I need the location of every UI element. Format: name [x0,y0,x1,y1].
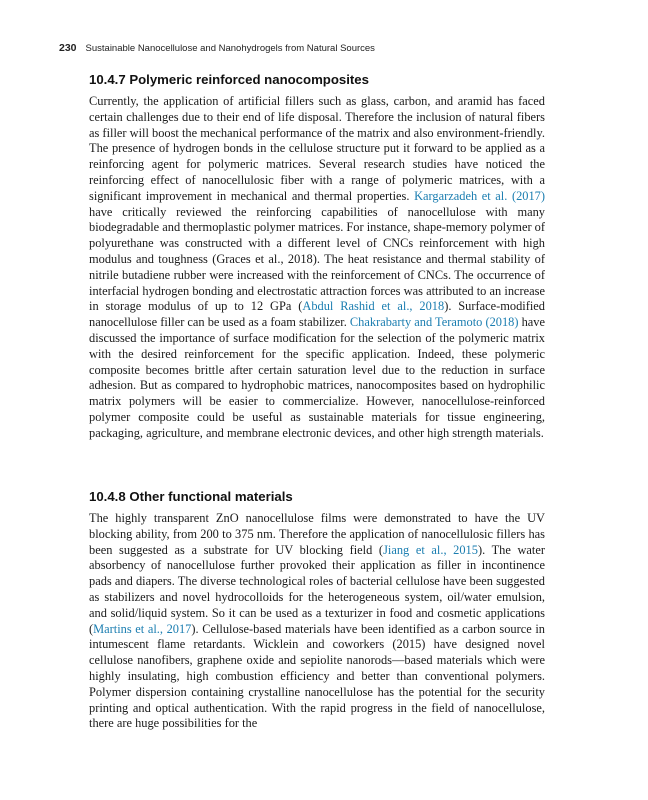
paragraph-polymeric-reinforced-nanocomposites [89,94,545,442]
page-number: 230 [59,42,77,54]
section-heading-polymeric-reinforced-nanocomposites: 10.4.7 Polymeric reinforced nanocomposites [89,72,369,87]
paragraph-text: have critically reviewed the reinforcing capabilities of nanocellulose with many biodegradable and thermoplastic polymer matrices. For instance, shape-memory polymer of polyurethane was constructed with a different level of CNCs reinforcement with high modulus and toughness (Graces et al., 2018). The heat resistance and thermal stability of nitrile butadiene rubber were increased with the reinforcement of CNCs. The occurrence of interfacial hydrogen bonding and electrostatic attraction forces was attributed to an increase in storage modulus of up to 12 GPa ( [89,204,545,314]
running-header [59,42,375,54]
citation-link-abdul-rashid-2018[interactable]: Abdul Rashid et al., 2018 [302,299,445,314]
paragraph-text: The highly transparent ZnO nanocellulose films were demonstrated to have the UV blocking ability, from 200 to 375 nm. Therefore the application of nanocellulosic fillers has been suggested as a substrate for UV blocking field ( [89,511,545,557]
citation-link-martins-2017[interactable]: Martins et al., 2017 [93,621,192,636]
paragraph-text: ). The water absorbency of nanocellulose further provoked their application as filler in incontinence pads and diapers. The diverse technological roles of bacterial cellulose have been suggested as stabilizers and novel hydrocolloids for the heterogeneous system, oil/water emulsion, and solid/liquid system. So it can be used as a texturizer in food and cosmetic applications ( [89,542,545,636]
section-heading-other-functional-materials: 10.4.8 Other functional materials [89,489,293,504]
paragraph-text: Currently, the application of artificial fillers such as glass, carbon, and aramid has faced certain challenges due to their end of life disposal. Therefore the inclusion of natural fibers as filler will boost the mechanical performance of the matrix and also environment-friendly. The presence of hydrogen bonds in the cellulose structure put it forward to be applied as a reinforcing agent for polymeric matrices. Several research studies have noticed the reinforcing effect of nanocellulosic fiber with a range of polymeric matrices, with a significant improvement in mechanical and thermal properties. [89,94,545,203]
citation-link-chakrabarty-teramoto-2018[interactable]: Chakrabarty and Teramoto (2018) [349,315,519,330]
paragraph-other-functional-materials [89,511,545,732]
paragraph-text: ). Surface-modified nanocellulose filler can be used as a foam stabilizer. [89,299,545,330]
book-title: Sustainable Nanocellulose and Nanohydrogels from Natural Sources [85,43,375,54]
citation-link-jiang-2015[interactable]: Jiang et al., 2015 [383,542,478,557]
paragraph-text: ). Cellulose-based materials have been identified as a carbon source in intumescent flame retardants. Wicklein and coworkers (2015) have designed novel cellulose nanofibers, graphene oxide and sepiolite nanorods—based materials which were highly insulating, high combustion efficiency and better than conventional polymers. Polymer dispersion containing crystalline nanocellulose has the potential for the security printing and optical authentication. With the rapid progress in the field of nanocellulose, there are huge possibilities for the [89,621,545,731]
citation-link-kargarzadeh-2017[interactable]: Kargarzadeh et al. (2017) [414,188,545,203]
paragraph-text: have discussed the importance of surface modification for the selection of the polymeric matrix with the desired reinforcement for the specific application. Indeed, these polymeric composite becomes brittle after certain saturation level due to the reduction in surface adhesion. But as compared to hydrophobic matrices, nanocomposites based on hydrophilic matrix polymers will be easier to commercialize. However, nanocellulose-reinforced polymer composite could be useful as sustainable materials for tissue engineering, packaging, agriculture, and membrane electronic devices, and other high strength materials. [89,315,546,440]
